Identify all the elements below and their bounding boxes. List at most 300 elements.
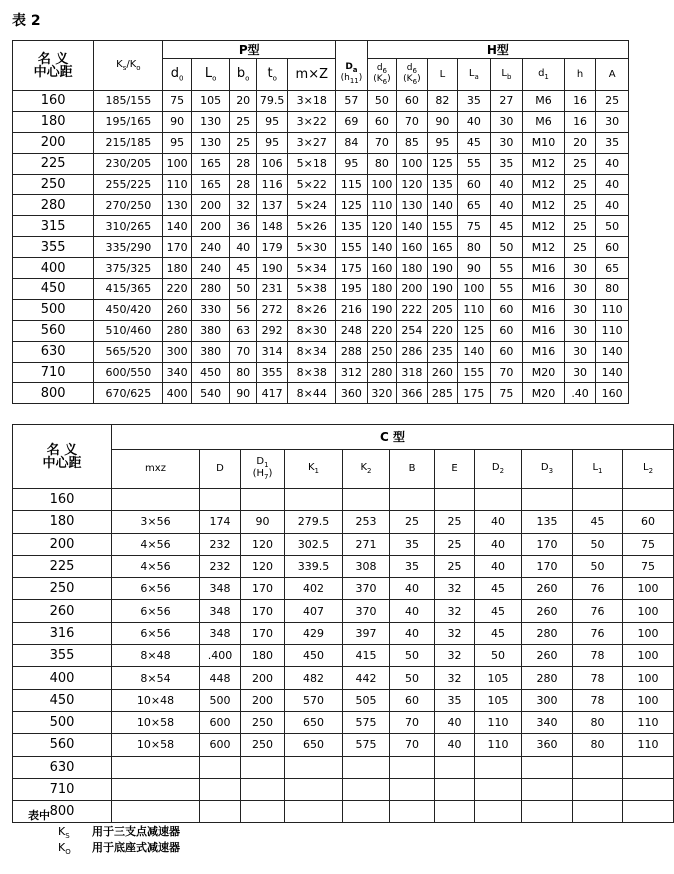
- table-cell: 366: [397, 383, 427, 404]
- table-cell: 95: [163, 132, 191, 153]
- nominal-center-distance-header: 名 义 中心距: [13, 425, 112, 489]
- center-distance-cell: 800: [13, 801, 112, 823]
- table-cell: [390, 778, 435, 800]
- table-cell: 90: [241, 511, 285, 533]
- table-cell: 140: [596, 341, 629, 362]
- table-cell: [573, 801, 623, 823]
- table-cell: M6: [523, 111, 565, 132]
- table-cell: 310/265: [94, 216, 163, 237]
- table-cell: 60: [623, 511, 674, 533]
- table-row: [13, 111, 629, 132]
- col-l1: $L_1$: [573, 450, 623, 489]
- table-cell: 407: [285, 600, 343, 622]
- table-cell: 75: [163, 91, 191, 112]
- table-cell: 285: [427, 383, 457, 404]
- table-cell: 70: [397, 111, 427, 132]
- table-cell: 120: [241, 555, 285, 577]
- p-type-group-header: P型: [163, 41, 336, 59]
- table-row: [13, 279, 629, 300]
- table-cell: [390, 756, 435, 778]
- table-cell: 5×26: [288, 216, 336, 237]
- table-cell: 95: [427, 132, 457, 153]
- table-cell: 20: [564, 132, 596, 153]
- table-cell: 25: [435, 555, 475, 577]
- table-cell: 25: [564, 216, 596, 237]
- table-cell: [435, 778, 475, 800]
- table-row: [13, 578, 674, 600]
- table-cell: 280: [367, 362, 396, 383]
- table-cell: 260: [522, 578, 573, 600]
- table-cell: 280: [522, 667, 573, 689]
- table-cell: 100: [623, 645, 674, 667]
- table-cell: 200: [397, 279, 427, 300]
- table-cell: 165: [427, 237, 457, 258]
- table-cell: 254: [397, 320, 427, 341]
- table-cell: [475, 778, 522, 800]
- table-cell: 45: [230, 258, 256, 279]
- center-distance-cell: 450: [13, 279, 94, 300]
- table-cell: 348: [200, 600, 241, 622]
- table-cell: 70: [390, 711, 435, 733]
- table-cell: 28: [230, 174, 256, 195]
- table-cell: 232: [200, 555, 241, 577]
- table-cell: 240: [191, 237, 230, 258]
- notes-heading: 表中: [28, 809, 50, 822]
- table-cell: 10×58: [112, 711, 200, 733]
- table-cell: 370: [343, 600, 390, 622]
- table-cell: 8×44: [288, 383, 336, 404]
- col-l2: $L_2$: [623, 450, 674, 489]
- table-cell: 70: [230, 341, 256, 362]
- table-cell: 76: [573, 600, 623, 622]
- table-cell: 40: [435, 711, 475, 733]
- table-cell: 100: [623, 667, 674, 689]
- table-cell: 40: [390, 578, 435, 600]
- table-cell: [522, 801, 573, 823]
- table-cell: 160: [596, 383, 629, 404]
- table-cell: 50: [573, 533, 623, 555]
- table-row: [13, 132, 629, 153]
- table-cell: 5×30: [288, 237, 336, 258]
- table-cell: 82: [427, 91, 457, 112]
- table-cell: 116: [256, 174, 288, 195]
- table-cell: 360: [522, 734, 573, 756]
- table-cell: 110: [623, 711, 674, 733]
- table-cell: 205: [427, 299, 457, 320]
- table-row: [13, 362, 629, 383]
- table-cell: 25: [564, 174, 596, 195]
- center-distance-cell: 630: [13, 756, 112, 778]
- table-cell: [573, 489, 623, 511]
- table-cell: 60: [458, 174, 491, 195]
- table-cell: M16: [523, 299, 565, 320]
- table-cell: 3×18: [288, 91, 336, 112]
- table-cell: 335/290: [94, 237, 163, 258]
- table-cell: 40: [596, 195, 629, 216]
- table-cell: 25: [564, 195, 596, 216]
- col-a: A: [596, 59, 629, 91]
- table-cell: 70: [367, 132, 396, 153]
- table-cell: 120: [241, 533, 285, 555]
- table-cell: 100: [623, 689, 674, 711]
- table-cell: 45: [458, 132, 491, 153]
- table-cell: 6×56: [112, 622, 200, 644]
- table-cell: 45: [573, 511, 623, 533]
- table-cell: 25: [564, 237, 596, 258]
- table-cell: 5×34: [288, 258, 336, 279]
- table-cell: [112, 756, 200, 778]
- table-cell: M12: [523, 216, 565, 237]
- col-t0: $t_o$: [256, 59, 288, 91]
- table-cell: 95: [256, 111, 288, 132]
- table-cell: 80: [596, 279, 629, 300]
- table-cell: 200: [191, 216, 230, 237]
- table-cell: 200: [241, 689, 285, 711]
- table-cell: 20: [230, 91, 256, 112]
- table-cell: 115: [336, 174, 368, 195]
- table-cell: 5×22: [288, 174, 336, 195]
- table-cell: 70: [490, 362, 523, 383]
- table-cell: 340: [163, 362, 191, 383]
- table-cell: 355: [256, 362, 288, 383]
- table-cell: 65: [458, 195, 491, 216]
- table-cell: 6×56: [112, 600, 200, 622]
- table-cell: 235: [427, 341, 457, 362]
- table-cell: 190: [427, 258, 457, 279]
- table-cell: 45: [475, 622, 522, 644]
- table-cell: 90: [427, 111, 457, 132]
- table-cell: [435, 801, 475, 823]
- table-cell: 540: [191, 383, 230, 404]
- table-row: [13, 258, 629, 279]
- table-cell: 30: [596, 111, 629, 132]
- table-cell: [241, 489, 285, 511]
- table-cell: 650: [285, 711, 343, 733]
- table-row: [13, 756, 674, 778]
- table-cell: 505: [343, 689, 390, 711]
- table-cell: 160: [367, 258, 396, 279]
- table-cell: 69: [336, 111, 368, 132]
- center-distance-cell: 560: [13, 734, 112, 756]
- table-cell: 106: [256, 153, 288, 174]
- table-cell: 125: [458, 320, 491, 341]
- table-cell: [475, 801, 522, 823]
- table-cell: 125: [336, 195, 368, 216]
- table-row: [13, 341, 629, 362]
- table-cell: [200, 489, 241, 511]
- col-b0: $b_o$: [230, 59, 256, 91]
- table-cell: 215/185: [94, 132, 163, 153]
- table-cell: 75: [458, 216, 491, 237]
- col-d3: $D_3$: [522, 450, 573, 489]
- col-mz: m×Z: [288, 59, 336, 91]
- table-cell: 110: [475, 711, 522, 733]
- table-cell: [522, 778, 573, 800]
- table-cell: 40: [475, 533, 522, 555]
- col-mxz: mxz: [112, 450, 200, 489]
- table-cell: 60: [390, 689, 435, 711]
- table2-group-header-row: [13, 425, 674, 450]
- h-type-group-header: H型: [367, 41, 628, 59]
- table-cell: 222: [397, 299, 427, 320]
- table-cell: 140: [458, 341, 491, 362]
- table-cell: 140: [397, 216, 427, 237]
- table-cell: 50: [390, 645, 435, 667]
- table-cell: 248: [336, 320, 368, 341]
- table-cell: 140: [163, 216, 191, 237]
- table-cell: 60: [596, 237, 629, 258]
- table-cell: 155: [458, 362, 491, 383]
- table-cell: M12: [523, 174, 565, 195]
- table-row: [13, 667, 674, 689]
- table-cell: 185/155: [94, 91, 163, 112]
- table-cell: 260: [427, 362, 457, 383]
- table-cell: 415/365: [94, 279, 163, 300]
- table-cell: M16: [523, 279, 565, 300]
- center-distance-cell: 160: [13, 489, 112, 511]
- table-cell: 231: [256, 279, 288, 300]
- table-cell: 35: [390, 555, 435, 577]
- col-d6-k6-b: $d_6$ $(K_6)$: [397, 59, 427, 91]
- table-cell: 28: [230, 153, 256, 174]
- table-cell: 60: [490, 320, 523, 341]
- center-distance-cell: 710: [13, 778, 112, 800]
- table-cell: 130: [163, 195, 191, 216]
- table-cell: 30: [564, 320, 596, 341]
- table-cell: 180: [397, 258, 427, 279]
- table-cell: 360: [336, 383, 368, 404]
- table-cell: 400: [163, 383, 191, 404]
- table-cell: 95: [256, 132, 288, 153]
- table-title: 表 2: [12, 13, 41, 29]
- table-cell: .40: [564, 383, 596, 404]
- table-cell: 160: [397, 237, 427, 258]
- table-cell: 348: [200, 622, 241, 644]
- table-cell: 100: [163, 153, 191, 174]
- table-cell: 8×48: [112, 645, 200, 667]
- table-cell: 50: [573, 555, 623, 577]
- table-cell: 35: [490, 153, 523, 174]
- table-cell: 84: [336, 132, 368, 153]
- table-cell: 55: [490, 258, 523, 279]
- center-distance-cell: 180: [13, 511, 112, 533]
- table-cell: 55: [490, 279, 523, 300]
- table-cell: [435, 489, 475, 511]
- table-cell: 8×54: [112, 667, 200, 689]
- table-cell: 50: [475, 645, 522, 667]
- c-type-group-header: C 型: [112, 425, 674, 450]
- table-cell: 10×48: [112, 689, 200, 711]
- table-cell: [475, 756, 522, 778]
- table-cell: 429: [285, 622, 343, 644]
- table-cell: 80: [458, 237, 491, 258]
- table-cell: 402: [285, 578, 343, 600]
- table-cell: 253: [343, 511, 390, 533]
- table-cell: 180: [367, 279, 396, 300]
- table-cell: 100: [623, 622, 674, 644]
- table-cell: [522, 756, 573, 778]
- col-la: $L_a$: [458, 59, 491, 91]
- center-distance-cell: 160: [13, 91, 94, 112]
- center-distance-cell: 260: [13, 600, 112, 622]
- center-distance-cell: 355: [13, 645, 112, 667]
- table-cell: 25: [435, 511, 475, 533]
- table-cell: 5×38: [288, 279, 336, 300]
- table-cell: 10×58: [112, 734, 200, 756]
- table-cell: 6×56: [112, 578, 200, 600]
- table-cell: [573, 756, 623, 778]
- table-cell: M20: [523, 383, 565, 404]
- table-cell: 3×22: [288, 111, 336, 132]
- table-cell: 5×24: [288, 195, 336, 216]
- table-cell: 670/625: [94, 383, 163, 404]
- table-cell: 312: [336, 362, 368, 383]
- table-cell: 288: [336, 341, 368, 362]
- table-cell: 90: [163, 111, 191, 132]
- col-k1: $K_1$: [285, 450, 343, 489]
- table-cell: 570: [285, 689, 343, 711]
- table-cell: [343, 778, 390, 800]
- table-cell: 75: [623, 533, 674, 555]
- col-k2: $K_2$: [343, 450, 390, 489]
- table-cell: 500: [200, 689, 241, 711]
- table-cell: 110: [458, 299, 491, 320]
- table-cell: 76: [573, 622, 623, 644]
- table-cell: M10: [523, 132, 565, 153]
- table-cell: 45: [490, 216, 523, 237]
- table-cell: 140: [367, 237, 396, 258]
- table-cell: M16: [523, 320, 565, 341]
- table-cell: 80: [230, 362, 256, 383]
- col-d: D: [200, 450, 241, 489]
- table-cell: 279.5: [285, 511, 343, 533]
- table-row: [13, 153, 629, 174]
- col-da-h11: $D_a$ $(h_{11})$: [336, 59, 368, 91]
- table-cell: 70: [390, 734, 435, 756]
- table-row: [13, 174, 629, 195]
- center-distance-cell: 400: [13, 258, 94, 279]
- table-cell: 100: [458, 279, 491, 300]
- table-cell: 45: [475, 600, 522, 622]
- table-cell: 8×30: [288, 320, 336, 341]
- table-cell: 110: [163, 174, 191, 195]
- col-d0: $d_0$: [163, 59, 191, 91]
- table-cell: 110: [596, 299, 629, 320]
- table-cell: 397: [343, 622, 390, 644]
- table-cell: 200: [191, 195, 230, 216]
- table-cell: [343, 489, 390, 511]
- table-cell: 75: [490, 383, 523, 404]
- table-cell: 125: [427, 153, 457, 174]
- table-cell: 100: [623, 600, 674, 622]
- table-row: [13, 689, 674, 711]
- table-cell: 32: [435, 645, 475, 667]
- table-cell: 286: [397, 341, 427, 362]
- table-row: [13, 489, 674, 511]
- table-cell: [343, 756, 390, 778]
- col-d1-h7: $D_1$ $(H_7)$: [241, 450, 285, 489]
- col-b: B: [390, 450, 435, 489]
- table-cell: 30: [564, 279, 596, 300]
- col-d1: $d_1$: [523, 59, 565, 91]
- table-cell: 40: [596, 153, 629, 174]
- table-cell: [112, 778, 200, 800]
- table-cell: 50: [390, 667, 435, 689]
- table-cell: 40: [475, 511, 522, 533]
- table-cell: 105: [191, 91, 230, 112]
- table-row: [13, 320, 629, 341]
- center-distance-cell: 250: [13, 174, 94, 195]
- table-cell: 100: [367, 174, 396, 195]
- table-cell: 170: [522, 555, 573, 577]
- table-cell: 510/460: [94, 320, 163, 341]
- table-cell: 50: [230, 279, 256, 300]
- table-cell: [285, 756, 343, 778]
- table-cell: 50: [596, 216, 629, 237]
- table-cell: 260: [522, 600, 573, 622]
- table-cell: 135: [427, 174, 457, 195]
- table-cell: 4×56: [112, 533, 200, 555]
- center-distance-cell: 225: [13, 153, 94, 174]
- table-cell: 85: [397, 132, 427, 153]
- table-cell: 348: [200, 578, 241, 600]
- table-cell: 320: [367, 383, 396, 404]
- table-cell: 60: [367, 111, 396, 132]
- table-cell: 375/325: [94, 258, 163, 279]
- table-cell: 5×18: [288, 153, 336, 174]
- table-cell: 80: [573, 711, 623, 733]
- table-cell: [623, 778, 674, 800]
- table-cell: [390, 801, 435, 823]
- table-row: [13, 555, 674, 577]
- table-cell: M12: [523, 153, 565, 174]
- table-cell: [241, 778, 285, 800]
- table-cell: [241, 801, 285, 823]
- table-cell: 8×26: [288, 299, 336, 320]
- table-cell: [200, 756, 241, 778]
- table-cell: 57: [336, 91, 368, 112]
- table-cell: 308: [343, 555, 390, 577]
- table-cell: 110: [475, 734, 522, 756]
- table-cell: M16: [523, 341, 565, 362]
- table-row: [13, 533, 674, 555]
- table-cell: 600/550: [94, 362, 163, 383]
- table-cell: 220: [367, 320, 396, 341]
- table-cell: .400: [200, 645, 241, 667]
- center-distance-cell: 630: [13, 341, 94, 362]
- table-cell: 130: [397, 195, 427, 216]
- table-cell: M16: [523, 258, 565, 279]
- table-cell: [200, 801, 241, 823]
- table-cell: [285, 489, 343, 511]
- col-lb: $L_b$: [490, 59, 523, 91]
- table-cell: 170: [241, 600, 285, 622]
- table-cell: 120: [367, 216, 396, 237]
- table-cell: 180: [163, 258, 191, 279]
- table-cell: 40: [435, 734, 475, 756]
- table-cell: [435, 756, 475, 778]
- table-cell: 60: [490, 341, 523, 362]
- table-cell: 40: [490, 195, 523, 216]
- table-cell: 80: [367, 153, 396, 174]
- col-h: h: [564, 59, 596, 91]
- table-cell: 175: [336, 258, 368, 279]
- table-cell: 90: [458, 258, 491, 279]
- table-cell: 30: [564, 299, 596, 320]
- table-cell: 260: [163, 299, 191, 320]
- table-cell: 40: [490, 174, 523, 195]
- table-cell: 190: [367, 299, 396, 320]
